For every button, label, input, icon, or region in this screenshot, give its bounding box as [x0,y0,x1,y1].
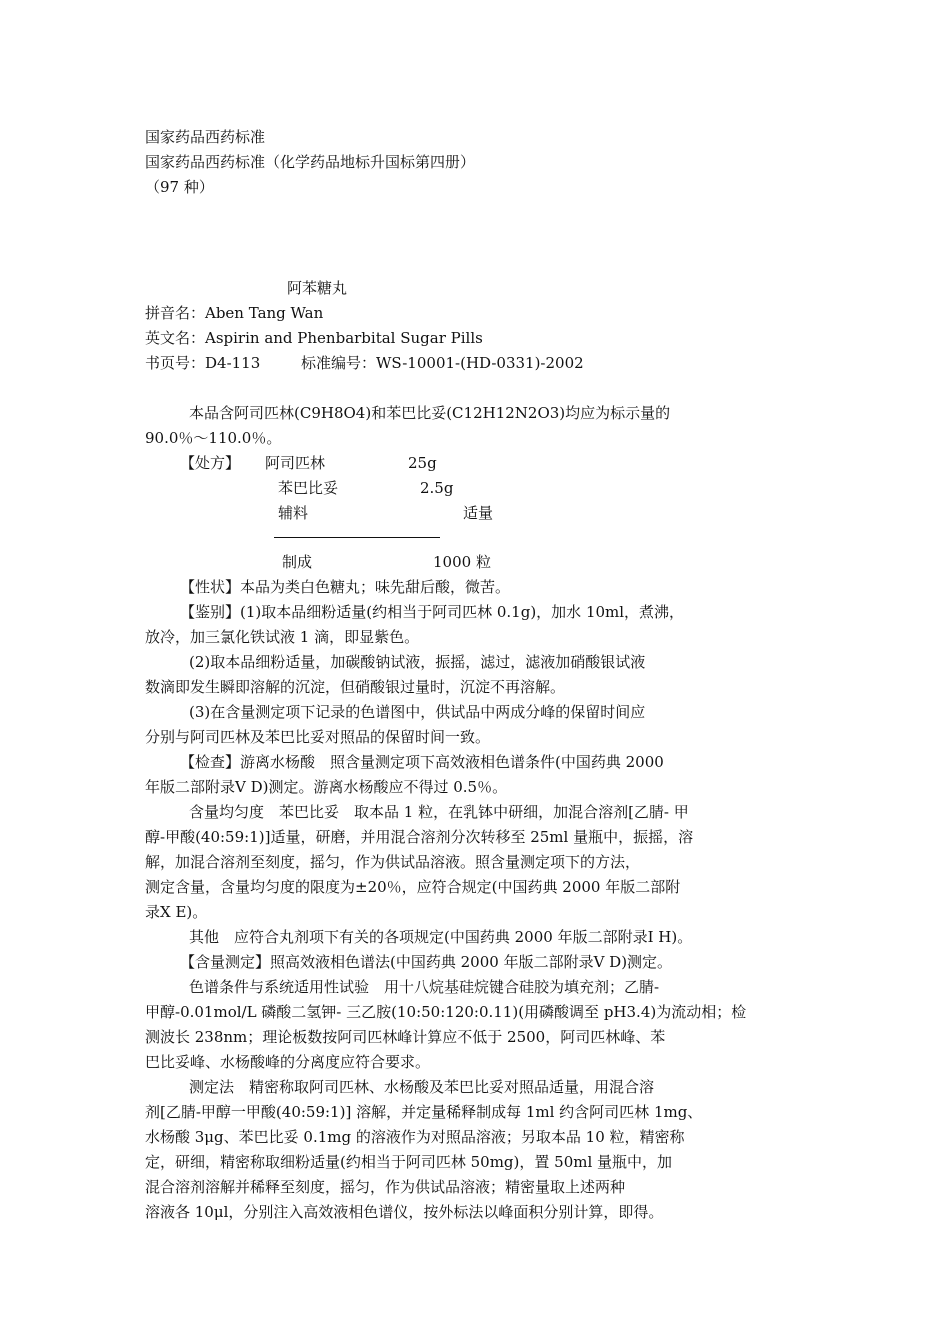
body-line: 【鉴别】(1)取本品细粉适量(约相当于阿司匹林 0.1g)，加水 10ml，煮沸， [180,603,685,621]
body-line: 醇-甲酸(40:59:1)]适量，研磨，并用混合溶剂分次转移至 25ml 量瓶中，振摇，溶 [145,828,694,846]
formula-ingredient: 苯巴比妥 [278,479,339,497]
body-line: 放冷，加三氯化铁试液 1 滴，即显紫色。 [145,628,420,646]
formula-label: 【处方】 [180,454,241,472]
intro-line-1: 本品含阿司匹林(C9H8O4)和苯巴比妥(C12H12N2O3)均应为标示量的 [189,404,671,422]
body-line: 色谱条件与系统适用性试验 用十八烷基硅烷键合硅胶为填充剂；乙腈- [189,978,660,996]
body-line: 测定含量，含量均匀度的限度为±20％，应符合规定(中国药典 2000 年版二部附 [145,878,681,896]
body-line: 甲醇-0.01mol/L 磷酸二氢钾- 三乙胺(10:50:120:0.11)(用磷酸调至 pH3.4)为流动相；检 [145,1003,747,1021]
body-line: 解，加混合溶剂至刻度，摇匀，作为供试品溶液。照含量测定项下的方法， [145,853,641,871]
body-line: 测定法 精密称取阿司匹林、水杨酸及苯巴比妥对照品适量，用混合溶 [189,1078,655,1096]
pinyin-name: 拼音名：Aben Tang Wan [145,304,324,322]
body-line: (3)在含量测定项下记录的色谱图中，供试品中两成分峰的保留时间应 [189,703,646,721]
body-line: 定，研细，精密称取细粉适量(约相当于阿司匹林 50mg)，置 50ml 量瓶中，加 [145,1153,673,1171]
formula-total-amount: 1000 粒 [433,553,491,571]
body-line: 剂[乙腈-甲醇一甲酸(40:59:1)] 溶解，并定量稀释制成每 1ml 约含阿司匹林 1mg、 [145,1103,703,1121]
body-line: 【含量测定】照高效液相色谱法(中国药典 2000 年版二部附录Ⅴ D)测定。 [180,953,673,971]
formula-amount: 适量 [463,504,494,522]
body-line: 数滴即发生瞬即溶解的沉淀，但硝酸银过量时，沉淀不再溶解。 [145,678,566,696]
intro-line-2: 90.0％～110.0％。 [145,429,282,447]
header-line-1: 国家药品西药标准 [145,128,266,146]
drug-title: 阿苯糖丸 [287,279,348,297]
body-line: 测波长 238nm；理论板数按阿司匹林峰计算应不低于 2500，阿司匹林峰、苯 [145,1028,666,1046]
body-line: 其他 应符合丸剂项下有关的各项规定(中国药典 2000 年版二部附录Ⅰ H)。 [189,928,693,946]
body-line: 录Ⅹ E)。 [145,903,208,921]
formula-amount: 2.5g [420,479,454,497]
body-line: 【检查】游离水杨酸 照含量测定项下高效液相色谱条件(中国药典 2000 [180,753,664,771]
english-name: 英文名：Aspirin and Phenbarbital Sugar Pills [145,329,483,347]
formula-amount: 25g [408,454,437,472]
body-line: 水杨酸 3μg、苯巴比妥 0.1mg 的溶液作为对照品溶液；另取本品 10 粒，精密称 [145,1128,685,1146]
formula-divider [274,537,440,538]
formula-total-label: 制成 [282,553,313,571]
header-line-2: 国家药品西药标准（化学药品地标升国标第四册） [145,153,476,171]
body-line: 混合溶剂溶解并稀释至刻度，摇匀，作为供试品溶液；精密量取上述两种 [145,1178,626,1196]
body-line: (2)取本品细粉适量，加碳酸钠试液，振摇，滤过，滤液加硝酸银试液 [189,653,646,671]
header-line-3: （97 种） [145,178,214,196]
body-line: 含量均匀度 苯巴比妥 取本品 1 粒，在乳钵中研细，加混合溶剂[乙腈- 甲 [189,803,689,821]
body-line: 巴比妥峰、水杨酸峰的分离度应符合要求。 [145,1053,431,1071]
page-number: 书页号：D4-113 [145,354,261,372]
standard-number: 标准编号：WS-10001-(HD-0331)-2002 [301,354,584,372]
formula-ingredient: 阿司匹林 [265,454,326,472]
body-line: 【性状】本品为类白色糖丸；味先甜后酸，微苦。 [180,578,511,596]
body-line: 年版二部附录Ⅴ D)测定。游离水杨酸应不得过 0.5％。 [145,778,508,796]
body-line: 溶液各 10μl，分别注入高效液相色谱仪，按外标法以峰面积分别计算，即得。 [145,1203,664,1221]
body-line: 分别与阿司匹林及苯巴比妥对照品的保留时间一致。 [145,728,491,746]
formula-ingredient: 辅料 [278,504,309,522]
